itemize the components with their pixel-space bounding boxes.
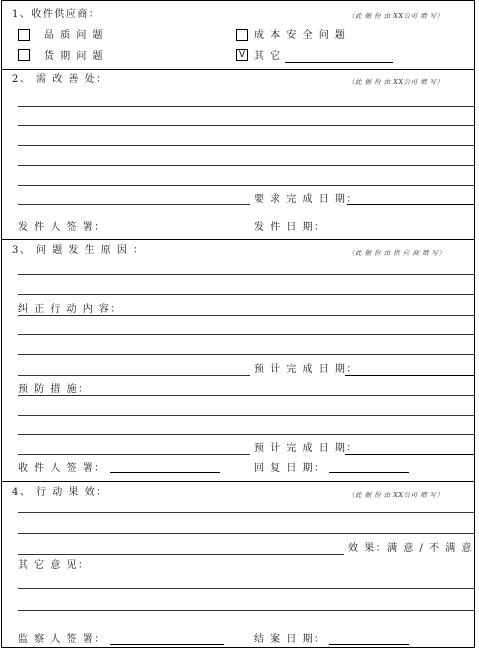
section4-title: 4、 行 动 果 效： (12, 487, 108, 498)
section4-note: （此 据 份 由 XX公司 填 写） (348, 491, 444, 499)
effect-label: 效 果：满 意 / 不 满 意 (348, 543, 473, 554)
option-other-label: 其 它 (254, 51, 282, 62)
plan-date-label-2: 预 计 完 成 日 期： (254, 443, 358, 454)
writing-line[interactable] (18, 204, 250, 205)
writing-line[interactable] (18, 354, 475, 355)
writing-line[interactable] (18, 395, 475, 396)
other-input-line[interactable] (285, 62, 393, 63)
reply-date-label: 回 复 日 期： (254, 463, 326, 474)
other-opinion-label: 其 它 意 见： (18, 560, 90, 571)
option-cost-safety-label: 成 本 安 全 问 题 (254, 30, 347, 41)
section3-title: 3、 问 题 发 生 原 因 ： (12, 245, 145, 256)
writing-line[interactable] (18, 165, 475, 166)
checkbox-delivery[interactable] (18, 49, 30, 61)
writing-line[interactable] (18, 512, 475, 513)
writing-line[interactable] (18, 274, 475, 275)
writing-line[interactable] (18, 125, 475, 126)
writing-line[interactable] (18, 294, 475, 295)
plan-date-line-1[interactable] (345, 375, 475, 376)
writing-line[interactable] (18, 145, 475, 146)
supervisor-signature-label: 监 察 人 签 署： (18, 634, 106, 645)
writing-line[interactable] (18, 185, 475, 186)
receiver-signature-line[interactable] (110, 472, 220, 473)
writing-line[interactable] (18, 106, 475, 107)
section-divider (1, 481, 475, 482)
receiver-signature-label: 收 件 人 签 署： (18, 463, 106, 474)
plan-date-line-2[interactable] (345, 454, 475, 455)
close-date-line[interactable] (329, 644, 409, 645)
send-date-label: 发 件 日 期： (254, 222, 326, 233)
option-delivery-label: 货 期 问 题 (44, 51, 105, 62)
close-date-label: 结 案 日 期： (254, 634, 326, 645)
section1-title: 1、收件供应商： (12, 9, 101, 20)
supervisor-signature-line[interactable] (110, 644, 224, 645)
writing-line[interactable] (18, 588, 475, 589)
writing-line[interactable] (18, 554, 344, 555)
preventive-measures-label: 预 防 措 施： (18, 384, 90, 395)
plan-date-label-1: 预 计 完 成 日 期： (254, 364, 358, 375)
checkbox-quality[interactable] (18, 29, 30, 41)
sender-signature-label: 发 件 人 签 署： (18, 222, 106, 233)
section2-note: （此 据 份 由 XX公司 填 写） (348, 78, 444, 86)
due-date-line[interactable] (347, 204, 475, 205)
writing-line[interactable] (18, 334, 475, 335)
writing-line[interactable] (18, 533, 475, 534)
checkbox-cost-safety[interactable] (236, 29, 248, 41)
section-divider (1, 69, 475, 70)
option-quality-label: 品 质 问 题 (44, 30, 105, 41)
writing-line[interactable] (18, 315, 475, 316)
reply-date-line[interactable] (329, 472, 409, 473)
writing-line[interactable] (18, 375, 250, 376)
due-date-label: 要 求 完 成 日 期： (254, 194, 358, 205)
corrective-action-label: 纠 正 行 动 内 容： (18, 304, 122, 315)
writing-line[interactable] (18, 610, 475, 611)
checkbox-other[interactable]: V (236, 49, 248, 61)
section-divider (1, 239, 475, 240)
section2-title: 2、 需 改 善 处： (12, 74, 108, 85)
section3-note: （此 据 份 由 供 应 商 填 写） (348, 249, 446, 257)
section1-note: （此 据 份 由 XX公司 填 写） (348, 12, 444, 20)
writing-line[interactable] (18, 415, 475, 416)
writing-line[interactable] (18, 454, 250, 455)
writing-line[interactable] (18, 434, 475, 435)
